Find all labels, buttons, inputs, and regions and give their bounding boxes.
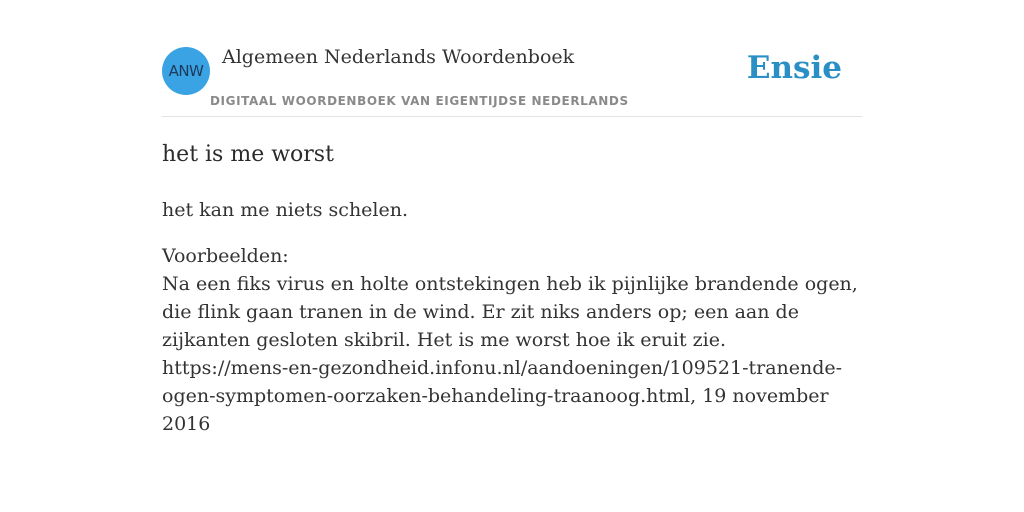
examples-label: Voorbeelden: [162, 245, 289, 267]
examples-section [162, 242, 862, 438]
example-source: https://mens-en-gezondheid.infonu.nl/aandoeningen/109521-tranende-ogen-symptomen-oorzaken-behandeling-traanoog.html, 19 november 2016 [162, 357, 843, 435]
site-header [162, 46, 862, 117]
example-text: Na een fiks virus en holte ontstekingen heb ik pijnlijke brandende ogen, die flink gaan tranen in de wind. Er zit niks anders op; een aan de zijkanten gesloten skibril. Het is me worst hoe ik eruit zie. [162, 273, 858, 351]
entry-title: het is me worst [162, 142, 334, 167]
entry-content [162, 138, 862, 438]
site-title[interactable]: Algemeen Nederlands Woordenboek [222, 46, 575, 68]
logo-text: ANW [168, 62, 204, 80]
entry-definition: het kan me niets schelen. [162, 199, 409, 221]
anw-logo[interactable] [162, 47, 210, 95]
site-subtitle: DIGITAAL WOORDENBOEK VAN EIGENTIJDSE NEDERLANDS [210, 94, 629, 108]
ensie-brand-link[interactable]: Ensie [746, 50, 842, 86]
